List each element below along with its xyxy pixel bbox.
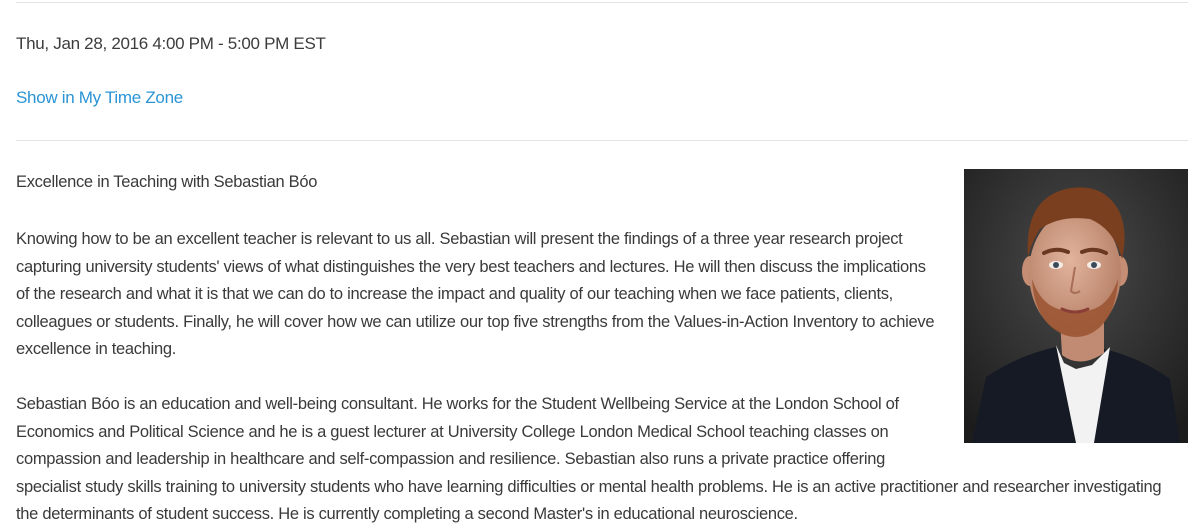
bio-line: the determinants of student success. He is currently completing a second Master's in educational neuroscience.	[16, 505, 798, 523]
speaker-photo	[964, 169, 1188, 443]
description-line: colleagues or students. Finally, he will cover how we can utilize our top five strengths from the Values-in-Action Inventory to achieve	[16, 312, 935, 331]
top-divider	[16, 2, 1188, 3]
show-in-my-time-zone-link[interactable]: Show in My Time Zone	[16, 88, 183, 107]
bio-line: compassion and leadership in healthcare and self-compassion and resilience. Sebastian also runs a private practice offering	[16, 450, 885, 468]
description-line: excellence in teaching.	[16, 340, 177, 358]
description-line: Knowing how to be an excellent teacher is relevant to us all. Sebastian will present the findings of a three year research project	[16, 230, 903, 248]
description-line: capturing university students' views of what distinguishes the very best teachers and lectures. He will then discuss the implications	[16, 257, 926, 276]
description-line: of the research and what it is that we can do to increase the impact and quality of our teaching when we face patients, clients,	[16, 285, 893, 303]
section-divider	[16, 140, 1188, 141]
bio-line: specialist study skills training to university students who have learning difficulties or mental health problems. He is an active practitioner and researcher investigating	[16, 477, 1162, 496]
event-title: Excellence in Teaching with Sebastian Bóo	[16, 173, 318, 191]
bio-line: Economics and Political Science and he is a guest lecturer at University College London Medical School teaching classes on	[16, 422, 889, 441]
event-datetime: Thu, Jan 28, 2016 4:00 PM - 5:00 PM EST	[16, 34, 326, 53]
event-description	[16, 226, 934, 364]
bio-line: Sebastian Bóo is an education and well-being consultant. He works for the Student Wellbeing Service at the London School of	[16, 395, 899, 413]
